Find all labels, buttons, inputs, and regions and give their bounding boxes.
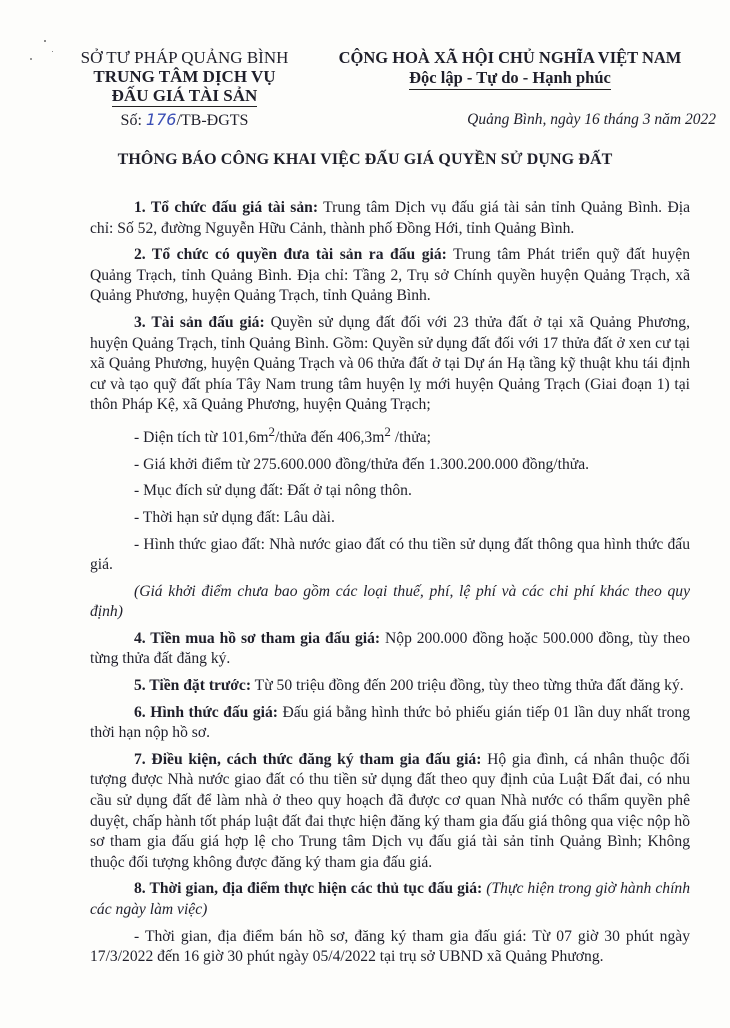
- scan-speck: [30, 58, 32, 60]
- scan-speck: [52, 51, 53, 52]
- handwritten-number: 176: [145, 110, 177, 129]
- term-line: - Thời hạn sử dụng đất: Lâu dài.: [134, 508, 335, 526]
- issuer-center: TRUNG TÂM DỊCH VỤ: [93, 67, 276, 86]
- price-line: - Giá khởi điểm từ 275.600.000 đồng/thửa đến 1.300.200.000 đồng/thửa.: [134, 455, 590, 473]
- document-body: [90, 198, 690, 974]
- issuer-department: SỞ TƯ PHÁP QUẢNG BÌNH: [80, 48, 289, 67]
- section-1: 1. Tổ chức đấu giá tài sản: Trung tâm Dịch vụ đấu giá tài sản tỉnh Quảng Bình. Địa chỉ: Số 52, đường Nguyễn Hữu Cảnh, thành phố Đồng Hới, tỉnh Quảng Bình.: [90, 199, 690, 237]
- scan-speck: [44, 40, 46, 42]
- national-motto: Độc lập - Tự do - Hạnh phúc: [409, 68, 611, 90]
- section-8: 8. Thời gian, địa điểm thực hiện các thủ tục đấu giá: (Thực hiện trong giờ hành chính các ngày làm việc): [90, 880, 690, 918]
- area-line: - Diện tích từ $101,6m^2$/thửa đến $406,3m^2$ /thửa;: [134, 423, 431, 447]
- section-8-detail: - Thời gian, địa điểm bán hồ sơ, đăng ký tham gia đấu giá: Từ 07 giờ 30 phút ngày 17/3/2022 đến 16 giờ 30 phút ngày 05/4/2022 tại trụ sở UBND xã Quảng Phương.: [90, 927, 690, 966]
- document-title: THÔNG BÁO CÔNG KHAI VIỆC ĐẤU GIÁ QUYỀN SỬ DỤNG ĐẤT: [117, 151, 613, 168]
- date-line: Quảng Bình, ngày 16 tháng 3 năm 2022: [467, 111, 716, 128]
- nation-name: CỘNG HOÀ XÃ HỘI CHỦ NGHĨA VIỆT NAM: [338, 48, 682, 67]
- issuer-header: [62, 48, 307, 130]
- section-5: 5. Tiền đặt trước: Từ 50 triệu đồng đến 200 triệu đồng, tùy theo từng thửa đất đăng ký.: [134, 677, 684, 695]
- form-line: - Hình thức giao đất: Nhà nước giao đất có thu tiền sử dụng đất thông qua hình thức đấu giá.: [90, 535, 690, 574]
- section-7: 7. Điều kiện, cách thức đăng ký tham gia đấu giá: Hộ gia đình, cá nhân thuộc đối tượng được Nhà nước giao đất có thu tiền sử dụng đất theo quy định của Luật Đất đai, có nhu cầu sử dụng đất để làm nhà ở theo quy hoạch đã được cơ quan Nhà nước có thẩm quyền phê duyệt, chấp hành tốt pháp luật đất đai thực hiện đăng ký tham gia đấu giá thông qua việc nộp hồ sơ tham gia đấu giá hợp lệ cho Trung tâm Dịch vụ đấu giá tài sản tỉnh Quảng Bình; Không thuộc đối tượng không được đăng ký tham gia đấu giá.: [90, 750, 690, 871]
- purpose-line: - Mục đích sử dụng đất: Đất ở tại nông thôn.: [134, 482, 412, 500]
- price-note: (Giá khởi điểm chưa bao gồm các loại thuế, phí, lệ phí và các chi phí khác theo quy định): [90, 582, 690, 621]
- section-3: 3. Tài sản đấu giá: Quyền sử dụng đất đối với 23 thửa đất ở tại xã Quảng Phương, huyện Quảng Trạch, tỉnh Quảng Bình. Gồm: Quyền sử dụng đất đối với 17 thửa đất ở xen cư tại xã Quảng Phương, huyện Quảng Trạch và 06 thửa đất ở tại Dự án Hạ tầng kỹ thuật khu tái định cư và tạo quỹ đất phía Tây Nam trung tâm huyện lỵ mới huyện Quảng Trạch (Giai đoạn 1) tại thôn Pháp Kệ, xã Quảng Phương, huyện Quảng Trạch;: [90, 313, 691, 414]
- section-2: 2. Tổ chức có quyền đưa tài sản ra đấu giá: Trung tâm Phát triển quỹ đất huyện Quảng Trạch, tỉnh Quảng Bình. Địa chỉ: Tầng 2, Trụ sở Chính quyền huyện Quảng Trạch, xã Quảng Phương, huyện Quảng Trạch, tỉnh Quảng Bình.: [90, 246, 690, 305]
- national-header: [305, 48, 715, 90]
- issuer-center-sub: ĐẤU GIÁ TÀI SẢN: [111, 86, 258, 105]
- document-number: Số: 176/TB-ĐGTS: [120, 110, 249, 129]
- section-4: 4. Tiền mua hồ sơ tham gia đấu giá: Nộp 200.000 đồng hoặc 500.000 đồng, tùy theo từng thửa đất đăng ký.: [90, 629, 690, 668]
- section-6: 6. Hình thức đấu giá: Đấu giá bằng hình thức bỏ phiếu gián tiếp 01 lần duy nhất trong thời hạn nộp hồ sơ.: [90, 703, 690, 742]
